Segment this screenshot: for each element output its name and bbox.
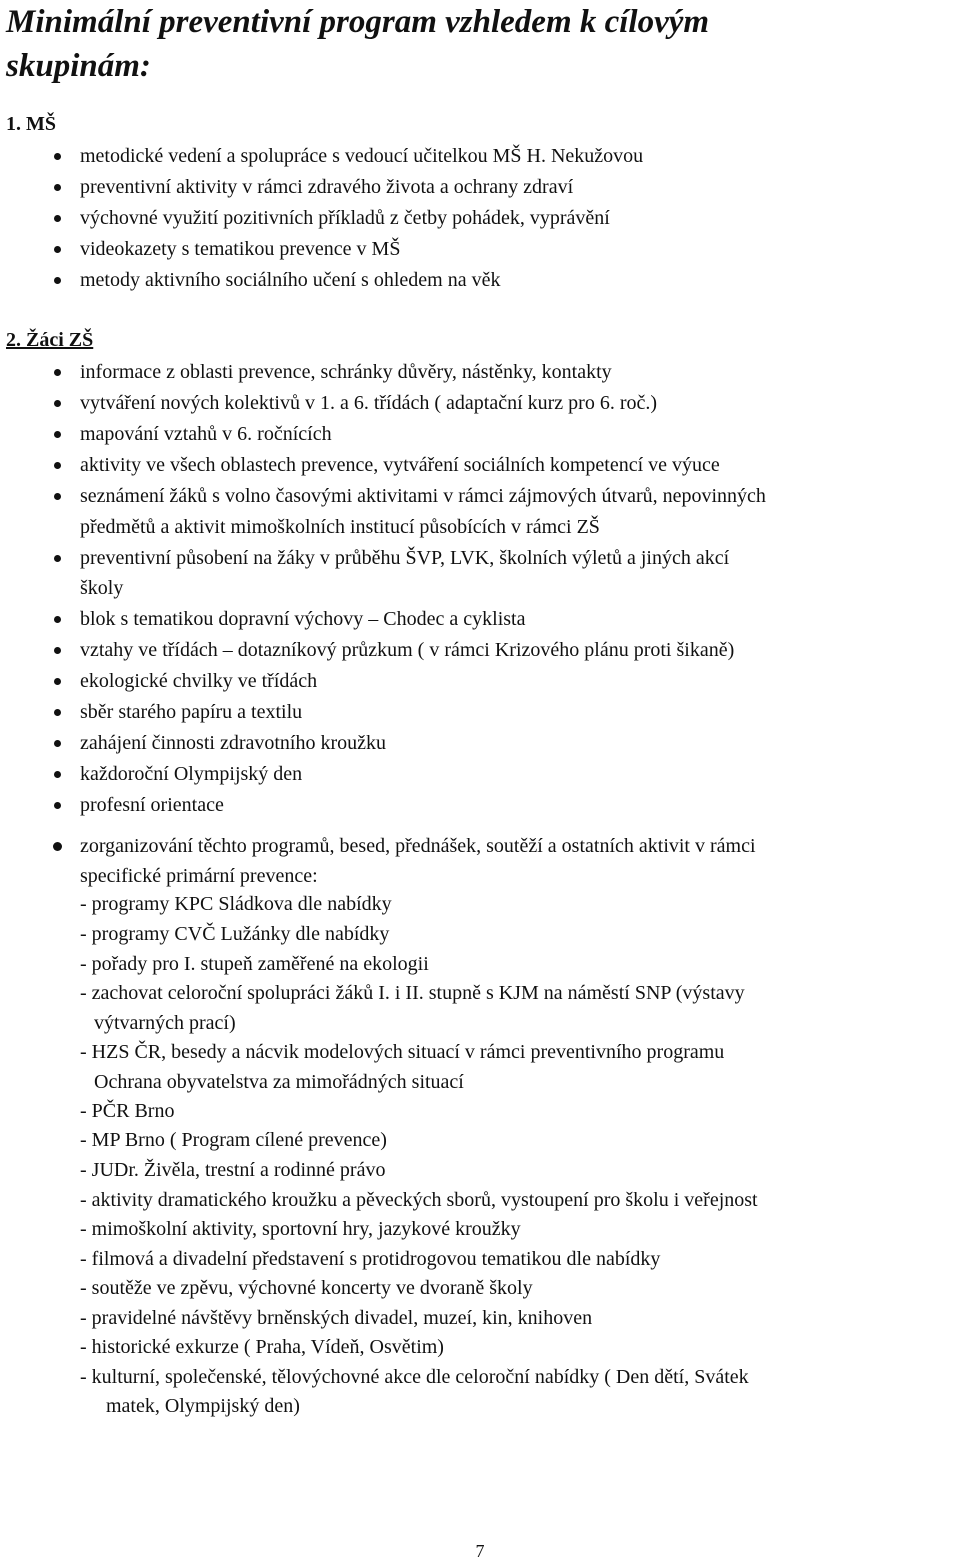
bullet-icon <box>54 246 61 253</box>
dash-item: - programy KPC Sládkova dle nabídky <box>80 893 392 915</box>
document-title <box>6 0 946 88</box>
dash-item: - PČR Brno <box>80 1100 175 1122</box>
list-item: metody aktivního sociálního učení s ohledem na věk <box>80 265 958 296</box>
list-item: mapování vztahů v 6. ročnících <box>80 419 958 450</box>
bullet-icon <box>54 277 61 284</box>
dash-item: - JUDr. Živěla, trestní a rodinné právo <box>80 1159 386 1181</box>
title-line-1: Minimální preventivní program vzhledem k cílovým <box>6 4 710 40</box>
page-number: 7 <box>475 1541 485 1561</box>
dash-item-continuation: Ochrana obyvatelstva za mimořádných situací <box>94 1071 464 1093</box>
bullet-icon <box>54 616 61 623</box>
bullet-icon <box>54 678 61 685</box>
list-item-organization: zorganizování těchto programů, besed, přednášek, soutěží a ostatních aktivit v rámci <box>80 831 958 862</box>
bullet-icon <box>54 462 61 469</box>
dash-item: - pořady pro I. stupeň zaměřené na ekologii <box>80 953 429 975</box>
section1-heading: 1. MŠ <box>6 113 56 135</box>
list-item: vytváření nových kolektivů v 1. a 6. třídách ( adaptační kurz pro 6. roč.) <box>80 388 958 419</box>
list-item: metodické vedení a spolupráce s vedoucí učitelkou MŠ H. Nekužovou <box>80 141 958 172</box>
dash-item: - historické exkurze ( Praha, Vídeň, Osvětim) <box>80 1336 444 1358</box>
dash-item: - filmová a divadelní představení s protidrogovou tematikou dle nabídky <box>80 1248 661 1270</box>
bullet-icon <box>54 555 61 562</box>
dash-item: - soutěže ve zpěvu, výchovné koncerty ve dvoraně školy <box>80 1277 533 1299</box>
list-item: ekologické chvilky ve třídách <box>80 666 958 697</box>
list-item: vztahy ve třídách – dotazníkový průzkum ( v rámci Krizového plánu proti šikaně) <box>80 635 958 666</box>
bullet-icon <box>54 493 61 500</box>
dash-item: - programy CVČ Lužánky dle nabídky <box>80 923 390 945</box>
bullet-icon <box>54 802 61 809</box>
list-item: blok s tematikou dopravní výchovy – Chodec a cyklista <box>80 604 958 635</box>
bullet-icon <box>54 771 61 778</box>
section2-heading: 2. Žáci ZŠ <box>6 329 94 351</box>
list-item: seznámení žáků s volno časovými aktivitami v rámci zájmových útvarů, nepovinných <box>80 481 958 512</box>
list-item: videokazety s tematikou prevence v MŠ <box>80 234 958 265</box>
dash-item: - MP Brno ( Program cílené prevence) <box>80 1129 387 1151</box>
bullet-icon <box>54 215 61 222</box>
list-item: preventivní působení na žáky v průběhu ŠVP, LVK, školních výletů a jiných akcí <box>80 543 958 574</box>
dash-item: - mimoškolní aktivity, sportovní hry, jazykové kroužky <box>80 1218 521 1240</box>
list-item-continuation: specifické primární prevence: <box>80 865 318 887</box>
dash-item-continuation: matek, Olympijský den) <box>106 1395 300 1417</box>
bullet-icon <box>54 153 61 160</box>
bullet-icon <box>54 369 61 376</box>
list-item: profesní orientace <box>80 790 958 821</box>
bullet-icon <box>54 709 61 716</box>
list-item: výchovné využití pozitivních příkladů z četby pohádek, vyprávění <box>80 203 958 234</box>
bullet-icon <box>54 431 61 438</box>
dash-item-continuation: výtvarných prací) <box>94 1012 236 1034</box>
list-item: sběr starého papíru a textilu <box>80 697 958 728</box>
list-item: každoroční Olympijský den <box>80 759 958 790</box>
list-item: aktivity ve všech oblastech prevence, vytváření sociálních kompetencí ve výuce <box>80 450 958 481</box>
list-item: informace z oblasti prevence, schránky důvěry, nástěnky, kontakty <box>80 357 958 388</box>
list-item: zahájení činnosti zdravotního kroužku <box>80 728 958 759</box>
bullet-icon <box>53 842 62 851</box>
list-item: preventivní aktivity v rámci zdravého života a ochrany zdraví <box>80 172 958 203</box>
dash-item: - pravidelné návštěvy brněnských divadel, muzeí, kin, knihoven <box>80 1307 593 1329</box>
bullet-icon <box>54 740 61 747</box>
dash-item: - kulturní, společenské, tělovýchovné akce dle celoroční nabídky ( Den dětí, Svátek <box>80 1366 749 1388</box>
dash-item: - aktivity dramatického kroužku a pěveckých sborů, vystoupení pro školu i veřejnost <box>80 1189 758 1211</box>
title-line-2: skupinám: <box>6 48 151 84</box>
list-item-continuation: předmětů a aktivit mimoškolních institucí působících v rámci ZŠ <box>80 516 600 538</box>
bullet-icon <box>54 400 61 407</box>
bullet-icon <box>54 647 61 654</box>
list-item-continuation: školy <box>80 577 124 599</box>
dash-item: - HZS ČR, besedy a nácvik modelových situací v rámci preventivního programu <box>80 1041 725 1063</box>
dash-item: - zachovat celoroční spolupráci žáků I. i II. stupně s KJM na náměstí SNP (výstavy <box>80 982 745 1004</box>
bullet-icon <box>54 184 61 191</box>
